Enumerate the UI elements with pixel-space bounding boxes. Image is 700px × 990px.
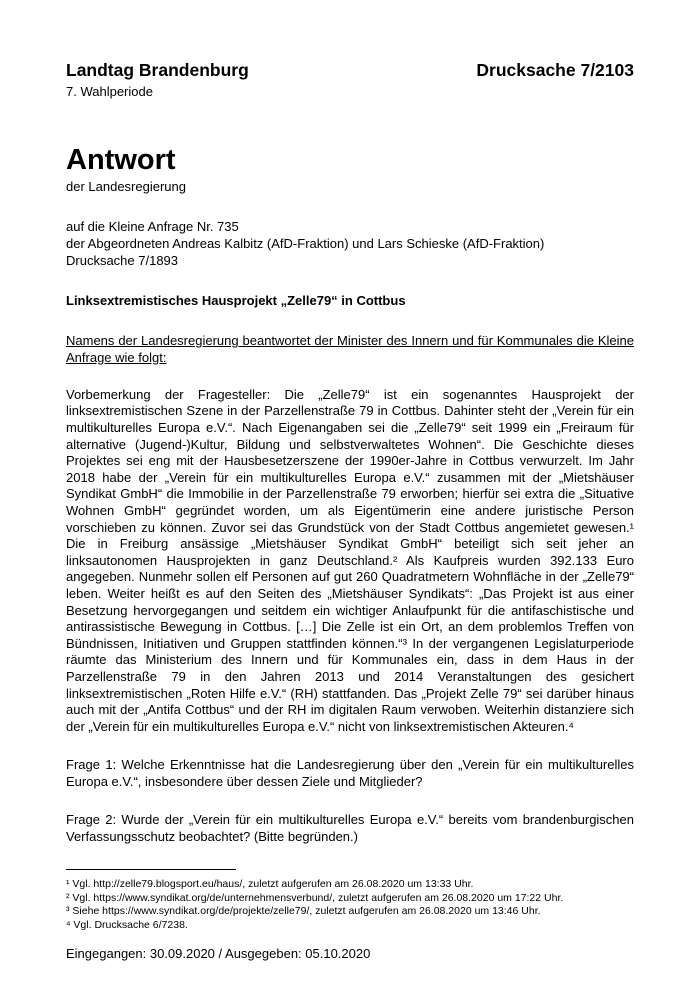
document-header xyxy=(66,60,634,81)
footnote-2: ² Vgl. https://www.syndikat.org/de/unternehmensverbund/, zuletzt aufgerufen am 26.08.2020 um 17:22 Uhr. xyxy=(66,891,564,904)
footnote-3: ³ Siehe https://www.syndikat.org/de/projekte/zelle79/, zuletzt aufgerufen am 26.08.2020 um 13:46 Uhr. xyxy=(66,905,541,918)
doc-number: Drucksache 7/2103 xyxy=(476,60,634,80)
preliminary-remarks-paragraph: Vorbemerkung der Fragesteller: Die „Zelle79“ ist ein sogenanntes Hausprojekt der linksextremistischen Szene in der Parzellenstraße 79 in Cottbus. Dahinter steht der „Verein für ein multikulturelles Europa e.V.“. Nach Eigenangaben sei die „Zelle79“ seit 1999 ein „Freiraum für alternative (Jugend-)Kultur, Bildung und selbstverwaltetes Wohnen“. Die Geschichte dieses Projektes sei eng mit der Hausbesetzerszene der 1990er-Jahre in Cottbus verwurzelt. Im Jahr 2018 habe der „Verein für ein multikulturelles Europa e.V.“ zusammen mit der „Mietshäuser Syndikat GmbH“ die Immobilie in der Parzellenstraße 79 erworben; hierfür sei extra die „Situative Wohnen GmbH“ gegründet worden, um als Eigentümerin eine andere juristische Person vorschieben zu können. Zuvor sei das Grundstück von der Stadt Cottbus angemietet gewesen.¹ Die in Freiburg ansässige „Mietshäuser Syndikat GmbH“ beteiligt sich seit jeher an linksautonomen Hausprojekten in ganz Deutschland.² Als Kaufpreis wurden 392.133 Euro angegeben. Nunmehr sollen elf Personen auf gut 260 Quadratmetern Wohnfläche in der „Zelle79“ leben. Weiter heißt es auf den Seiten des „Mietshäuser Syndikats“: „Das Projekt ist aus einer Besetzung hervorgegangen und seitdem ein wichtiger Anlaufpunkt für die antifaschistische und antirassistische Bewegung in Cottbus. […] Die Zelle ist ein Ort, an dem problemlos Treffen von Bündnissen, Initiativen und Gruppen stattfinden können.“³ In der vergangenen Legislaturperiode räumte das Ministerium des Innern und für Kommunales ein, dass in dem Haus in der Parzellenstraße 79 in den Jahren 2013 und 2014 Veranstaltungen des gesichert linksextremistischen „Roten Hilfe e.V.“ (RH) stattfanden. Das „Projekt Zelle 79“ sei darüber hinaus auch mit der „Antifa Cottbus“ und der RH im digitalen Raum verwoben. Weiterhin distanziere sich der „Verein für ein multikulturelles Europa e.V.“ nicht von linksextremistischen Akteuren.⁴ xyxy=(66,386,634,734)
question-2: Frage 2: Wurde der „Verein für ein multikulturelles Europa e.V.“ bereits vom brandenburgischen Verfassungsschutz beobachtet? (Bitte begründen.) xyxy=(66,812,634,845)
reference-block xyxy=(66,218,634,269)
answer-subtitle: der Landesregierung xyxy=(66,178,186,194)
footnote-separator xyxy=(66,869,236,870)
question-1: Frage 1: Welche Erkenntnisse hat die Landesregierung über den „Verein für ein multikulturelles Europa e.V.“, insbesondere über dessen Ziele und Mitglieder? xyxy=(66,757,634,790)
answer-title: Antwort xyxy=(66,144,176,176)
dates-footer: Eingegangen: 30.09.2020 / Ausgegeben: 05.10.2020 xyxy=(66,946,371,962)
subject-heading: Linksextremistisches Hausprojekt „Zelle79“ in Cottbus xyxy=(66,292,406,308)
reference-line-1: auf die Kleine Anfrage Nr. 735 xyxy=(66,218,239,234)
footnote-1: ¹ Vgl. http://zelle79.blogsport.eu/haus/, zuletzt aufgerufen am 26.08.2020 um 13:33 Uhr. xyxy=(66,878,474,891)
org-title: Landtag Brandenburg xyxy=(66,60,249,80)
reference-line-3: Drucksache 7/1893 xyxy=(66,252,179,268)
footnote-4: ⁴ Vgl. Drucksache 6/7238. xyxy=(66,918,188,931)
legislative-period: 7. Wahlperiode xyxy=(66,84,153,99)
intro-statement: Namens der Landesregierung beantwortet der Minister des Innern und für Kommunales die Kleine Anfrage wie folgt: xyxy=(66,332,634,365)
reference-line-2: der Abgeordneten Andreas Kalbitz (AfD-Fraktion) und Lars Schieske (AfD-Fraktion) xyxy=(66,235,545,251)
footnotes xyxy=(66,878,634,932)
